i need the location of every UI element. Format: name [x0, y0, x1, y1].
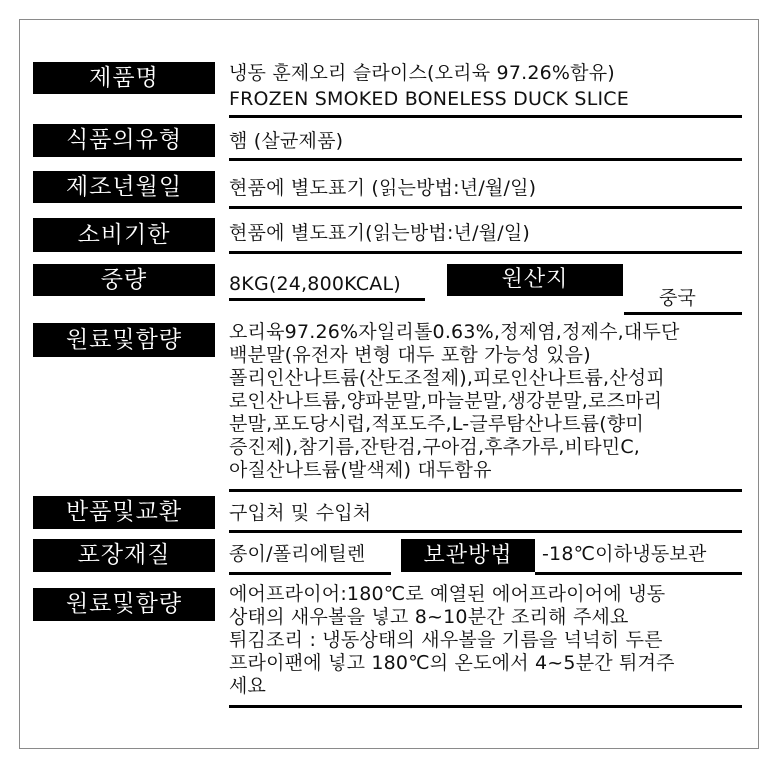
cooking-line-3: 튀김조리 : 냉동상태의 새우볼을 기름을 넉넉히 두른: [229, 629, 663, 651]
cooking-label: 원료및함량: [33, 588, 215, 621]
rule-origin: [624, 312, 742, 315]
returns-label: 반품및교환: [33, 496, 215, 529]
ingredients-label: 원료및함량: [33, 323, 215, 357]
rule-storage: [535, 572, 742, 575]
storage-value: -18℃이하냉동보관: [542, 543, 707, 565]
product-name-label: 제품명: [33, 62, 215, 94]
expiration-label: 소비기한: [33, 218, 215, 252]
cooking-line-2: 상태의 새우볼을 넣고 8~10분간 조리해 주세요: [229, 606, 629, 628]
product-name-english: FROZEN SMOKED BONELESS DUCK SLICE: [229, 88, 629, 110]
ingredients-line-5: 분말,포도당시럽,적포도주,L-글루탐산나트륨(향미: [229, 413, 644, 435]
rule-product-name: [229, 115, 742, 118]
rule-packaging: [229, 572, 391, 575]
packaging-value: 종이/폴리에틸렌: [229, 543, 366, 565]
origin-value: 중국: [659, 287, 697, 309]
product-name-korean: 냉동 훈제오리 슬라이스(오리육 97.26%함유): [229, 62, 615, 84]
rule-expiration: [229, 251, 742, 254]
ingredients-line-4: 로인산나트륨,양파분말,마늘분말,생강분말,로즈마리: [229, 390, 663, 412]
ingredients-line-1: 오리육97.26%자일리톨0.63%,정제염,정제수,대두단: [229, 321, 680, 343]
rule-ingredients: [229, 489, 742, 492]
cooking-line-1: 에어프라이어:180℃로 예열된 에어프라이어에 냉동: [229, 583, 666, 605]
storage-label: 보관방법: [401, 539, 535, 572]
rule-weight: [229, 298, 425, 301]
food-type-value: 햄 (살균제품): [229, 130, 344, 152]
packaging-label: 포장재질: [33, 539, 215, 572]
manufacture-date-label: 제조년월일: [33, 171, 215, 203]
ingredients-line-2: 백분말(유전자 변형 대두 포함 가능성 있음): [229, 344, 591, 366]
ingredients-line-7: 아질산나트륨(발색제) 대두함유: [229, 459, 492, 481]
ingredients-line-3: 폴리인산나트륨(산도조절제),피로인산나트륨,산성피: [229, 367, 665, 389]
origin-label: 원산지: [447, 264, 623, 296]
rule-food-type: [229, 158, 742, 161]
rule-cooking: [229, 705, 742, 708]
food-type-label: 식품의유형: [33, 124, 215, 157]
rule-returns: [229, 530, 742, 533]
weight-label: 중량: [33, 264, 215, 296]
cooking-line-5: 세요: [229, 675, 267, 697]
manufacture-date-value: 현품에 별도표기 (읽는방법:년/월/일): [229, 177, 537, 199]
rule-manufacture-date: [229, 206, 742, 209]
weight-value: 8KG(24,800KCAL): [229, 273, 401, 295]
cooking-line-4: 프라이팬에 넣고 180℃의 온도에서 4~5분간 튀겨주: [229, 652, 675, 674]
expiration-value: 현품에 별도표기(읽는방법:년/월/일): [229, 222, 531, 244]
returns-value: 구입처 및 수입처: [229, 502, 372, 524]
ingredients-line-6: 증진제),참기름,잔탄검,구아검,후추가루,비타민C,: [229, 436, 641, 458]
